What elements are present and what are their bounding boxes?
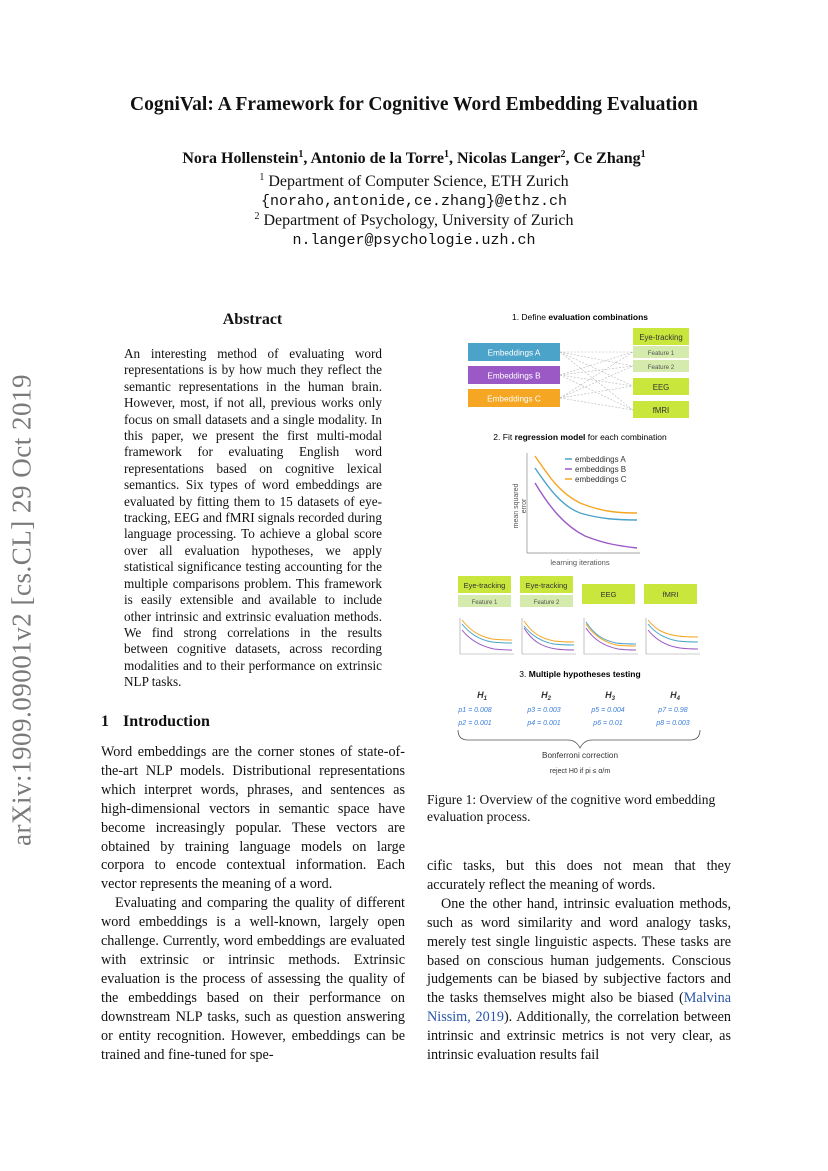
svg-text:H1: $H_1$ <box>477 690 487 702</box>
paragraph: One the other hand, intrinsic evaluation methods, such as word similarity and word analogy tasks, merely test single linguistic aspects. These tasks are based on conscious human judgements. Conscious judgements can be biased by subjective factors and the tasks themselves might also be biased (Malvina Nissim, 2019). Additionally, the correlation between intrinsic and extrinsic metrics is not very clear, as intrinsic evaluation results fail <box>427 895 731 1064</box>
abstract-heading: Abstract <box>222 311 283 328</box>
hypothesis-1 <box>457 690 491 727</box>
mini-label: Eye-tracking <box>463 581 506 590</box>
svg-text:H3: $H_3$ <box>605 690 615 702</box>
svg-text:p3 = 0.003: p3 = 0.003 <box>527 707 561 714</box>
paragraph: cific tasks, but this does not mean that they accurately reflect the meaning of words. <box>427 858 731 893</box>
curve-embeddings-b <box>535 483 637 548</box>
arxiv-id: arXiv:1909.09001v2 [cs.CL] 29 Oct 2019 <box>6 374 37 846</box>
eeg-label: EEG <box>652 383 670 392</box>
author-list: Nora Hollenstein$^1$, Antonio de la Torre$^1$, Nicolas Langer$^2$, Ce Zhang$^1$ <box>182 149 646 167</box>
bonferroni-label: Bonferroni correction <box>542 751 618 760</box>
feature-2-label: Feature 2 <box>647 364 675 371</box>
y-axis-label: error <box>521 498 528 514</box>
hypotheses-brace <box>458 730 700 748</box>
affiliation-1: $^1$ Department of Computer Science, ETH Zurich <box>259 172 569 190</box>
legend-label: embeddings A <box>575 455 626 464</box>
author: Antonio de la Torre <box>310 150 444 167</box>
svg-text:H2: $H_2$ <box>541 690 551 702</box>
hypothesis-3 <box>590 690 624 727</box>
reject-rule: reject H0 if pi ≤ α/m <box>549 768 611 775</box>
section-heading: 1 Introduction <box>101 713 210 730</box>
mini-plot-1 <box>460 618 514 654</box>
legend-label: embeddings B <box>575 465 627 474</box>
svg-text:H4: $H_4$ <box>670 690 680 702</box>
hypothesis-2 <box>526 690 560 727</box>
step1-title: 1. Define evaluation combinations <box>511 312 649 322</box>
citation-link[interactable]: Malvina Nissim, 2019 <box>427 990 731 1026</box>
svg-text:p6 = 0.01: p6 = 0.01 <box>593 720 623 727</box>
mini-plot-4 <box>646 618 700 654</box>
y-axis-label: mean squared <box>513 483 520 529</box>
x-axis-label: learning iterations <box>550 558 610 567</box>
svg-text:p2 = 0.001: p2 = 0.001 <box>458 720 492 727</box>
author: Ce Zhang <box>573 150 641 167</box>
mini-sublabel: Feature 2 <box>533 600 560 606</box>
author: Nicolas Langer <box>456 150 561 167</box>
mini-label: fMRI <box>662 590 679 599</box>
svg-text:p4 = 0.001: p4 = 0.001 <box>527 720 561 727</box>
svg-text:p8 = 0.003: p8 = 0.003 <box>656 720 690 727</box>
paragraph: Word embeddings are the corner stones of state-of-the-art NLP models. Distributional representations which interpret words, phrases, and sentences as high-dimensional vectors in semantic space have become increasingly popular. These vectors are obtained by training language models on large corpora to encode contextual information. Each vector represents the meaning of a word. <box>101 744 405 893</box>
embeddings-c-label: Embeddings C <box>487 394 541 404</box>
left-column-text <box>101 743 405 1064</box>
figure-1 <box>440 308 730 783</box>
mini-plot-2 <box>522 618 576 654</box>
author: Nora Hollenstein <box>182 150 299 167</box>
figure-1-diagram <box>440 308 730 783</box>
mini-sublabel: Feature 1 <box>471 600 498 606</box>
svg-text:p1 = 0.008: p1 = 0.008 <box>458 707 492 714</box>
abstract-body: An interesting method of evaluating word representations is by how much they reflect the semantic representations in the human brain. However, most, if not all, previous works only focus on small datasets and a single modality. In this paper, we present the first multi-modal framework for evaluating English word representations based on cognitive lexical semantics. Six types of word embeddings are evaluated by fitting them to 15 datasets of eye-tracking, EEG and fMRI signals recorded during language processing. To achieve a global score over all evaluation hypotheses, we apply statistical significance testing accounting for the multiple comparisons problem. This framework is easily extensible and available to include other intrinsic and extrinsic evaluation methods. We find strong correlations in the results between cognitive datasets, across recording modalities and to their performance on extrinsic NLP tasks. <box>124 346 382 690</box>
connection-lines <box>560 352 633 410</box>
mini-label: Eye-tracking <box>525 581 568 590</box>
mini-label: EEG <box>600 590 617 599</box>
svg-text:p7 = 0.98: p7 = 0.98 <box>658 707 688 714</box>
mini-plot-3 <box>584 618 638 654</box>
step2-title: 2. Fit regression model for each combination <box>493 432 667 442</box>
feature-1-label: Feature 1 <box>647 350 675 357</box>
eye-tracking-label: Eye-tracking <box>639 333 683 342</box>
email-2: n.langer@psychologie.uzh.ch <box>292 232 536 249</box>
right-column-text <box>427 857 731 1065</box>
step3-title: 3. Multiple hypotheses testing <box>519 669 641 679</box>
legend-label: embeddings C <box>575 475 627 484</box>
affiliation-2: $^2$ Department of Psychology, University of Zurich <box>254 211 574 229</box>
paper-title: CogniVal: A Framework for Cognitive Word Embedding Evaluation <box>130 94 698 115</box>
arxiv-side-stamp <box>2 370 42 850</box>
embeddings-a-label: Embeddings A <box>487 348 541 358</box>
fmri-label: fMRI <box>652 406 670 415</box>
svg-text:p5 = 0.004: p5 = 0.004 <box>591 707 625 714</box>
figure-caption: Figure 1: Overview of the cognitive word embedding evaluation process. <box>427 792 716 824</box>
email-1: {noraho,antonide,ce.zhang}@ethz.ch <box>260 193 568 210</box>
embeddings-b-label: Embeddings B <box>487 371 541 381</box>
paragraph: Evaluating and comparing the quality of different word embeddings is a well-known, largely open challenge. Currently, word embeddings are evaluated with extrinsic or intrinsic methods. Extrinsic evaluation is the process of assessing the quality of the embeddings based on their performance on downstream NLP tasks, such as question answering or entity recognition. However, embeddings can be trained and fine-tuned for spe- <box>101 895 405 1063</box>
hypothesis-4 <box>655 690 689 727</box>
